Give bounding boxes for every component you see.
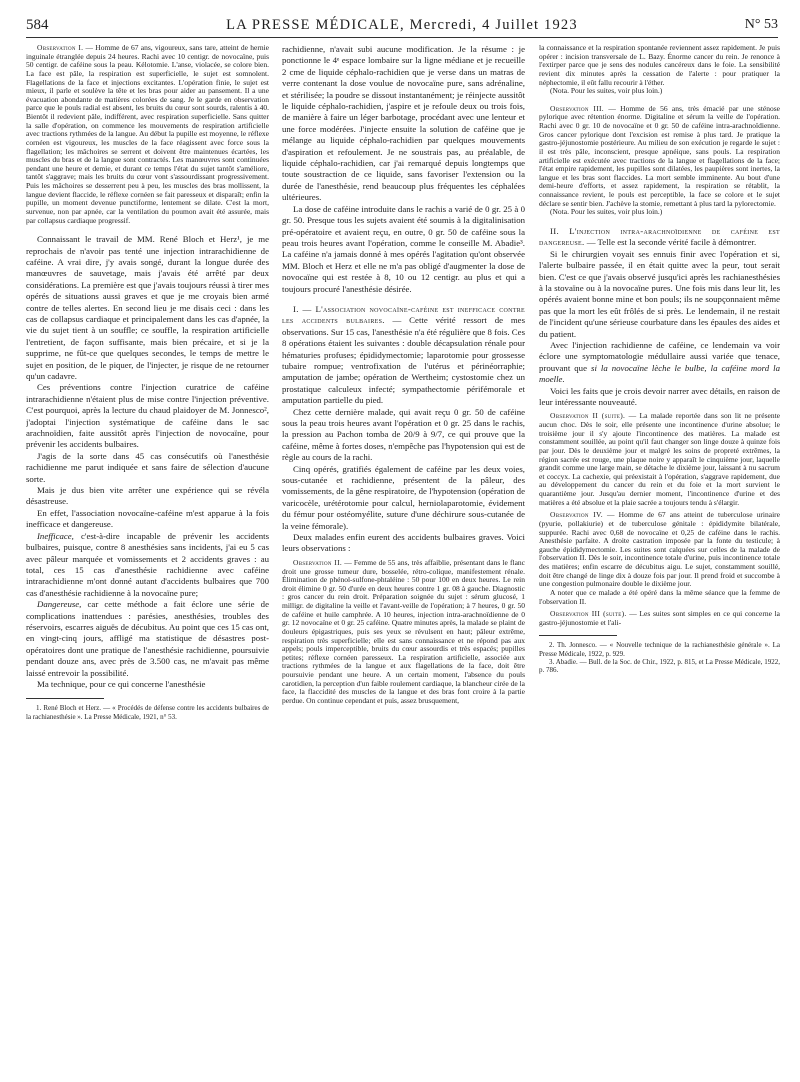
observation-text: — Homme de 56 ans, très émacié par une sténose pylorique avec rétention énorme. Digitaline et sérum la veille de l'opération. Rachi avec 0 gr. 10 de novocaïne et 0 gr. 50 de caféine intra-arachnoïdienne. Gros cancer pylorique dont l'excision est remise à plus tard. Je pratique la gastro-jéjunostomie postérieure. Au milieu de son exécution je regarde le sujet : il est très pâle, inconscient, presque apnéique, sans pouls. La respiration artificielle est exécutée avec tractions de la langue et flagellations de la face; l'état empire rapidement, les pupilles sont dilatées, les paupières sont inertes, la langue et les bras sont flaccides. La mort semble imminente. Au bout d'une demi-heure d'efforts, et assez rapidement, la respiration se rétablit, la connaissance revient, le pouls est perceptible, la face se colore et le sujet déclare se sentir bien. J'achève la stomie, remettant à plus tard la pylorectomie. <box>539 103 780 208</box>
observation-label: Observation III. <box>550 103 604 113</box>
paragraph: Mais je dus bien vite arrêter une expérience qui se révéla désastreuse. <box>26 485 269 507</box>
observation-label: Observation II (suite). <box>550 411 626 421</box>
observation-1 <box>26 44 269 225</box>
paragraph: Si le chirurgien voyait ses ennuis finir avec l'opération et si, l'alerte bulbaire passée, il en était quitte avec la peur, tout serait bien. C'est ce que j'avais observé jusqu'ici après les rachianesthésies à la stovaïne ou à la novocaïne pures. Une fois mis dans leur lit, les opérés avaient bonne mine et bon pouls; ils ne soupçonnaient même pas que la mort les eût frôlés de si près. Le lendemain, il ne restait de l'incident qu'une sérieuse courbature dans les épaules des aides et du patient. <box>539 248 780 339</box>
paragraph: Ma technique, pour ce qui concerne l'anesthésie <box>37 678 206 689</box>
paragraph: Inefficace, c'est-à-dire incapable de prévenir les accidents bulbaires, puisque, contre 8 anesthésies sans incidents, j'ai eu 5 cas avec pâleur marquée et vomissements et 2 accidents graves : au total, ces 15 cas d'anesthésie rachidienne avec caféine intrarachidienne m'ont donné autant d'accidents bulbaires que 700 cas d'anesthésie rachidienne à la novocaïne pure; <box>26 530 269 598</box>
header-rule <box>26 37 778 38</box>
observation-text: — Femme de 55 ans, très affaiblie, présentant dans le flanc droit une grosse tumeur dure, bosselée, rétro-colique, manifestement rénale. Élimination de phénol-sulfone-phtaléine : 50 pour 100 en deux heures. Le rein droit élimine 0 gr. 50 d'urée en deux heures contre 1 gr. 08 à gauche. Diagnostic : gros cancer du rein droit. Préparation soignée du sujet : sérum glucosé, 1 milligr. de digitaline la veille et l'avant-veille de l'opération; à 7 heures, 0 gr. 50 de caféine et huile camphrée. A 10 heures, injection intra-arachnoïdienne de 0 gr. 12 novocaïne et 0 gr. 25 caféine. Quatre minutes après, la malade se plaint de douleurs épigastriques, puis ses yeux se révulsent en haut; pâleur extrême, respiration très superficielle; elle est sans connaissance et ne répond pas aux appels; pouls imperceptible, bruits du cœur assourdis et très espacés; pupilles petites; réflexe cornéen paresseux. La respiration artificielle, associée aux tractions rythmées de la langue et aux flagellations de la face, doit être poursuivie pendant une heure. A un certain moment, l'absence du pouls carotidien, la perception d'un faible roulement cardiaque, la blancheur cirée de la face, la flaccidité des muscles de la langue et des bras font croire à la partie perdue. On continue cependant et puis, assez brusquement, <box>282 557 525 705</box>
column-2 <box>282 44 525 1074</box>
paragraph: A noter que ce malade a été opéré dans la même séance que la femme de l'observation II. <box>539 587 780 606</box>
observation-3-suite <box>539 610 780 627</box>
observation-2-continued: la connaissance et la respiration spontanée reviennent assez rapidement. Je puis opérer : incision transversale de L. Bazy. Énorme cancer du rein. Je renonce à l'extirper parce que je sens des nodules cancéreux dans le foie. La sensibilité revient dix minutes après la cessation de l'alerte : pour pratiquer la néphectomie, il eût fallu recourir à l'éther. <box>539 44 780 87</box>
paragraph: Avec l'injection rachidienne de caféine, ce lendemain va voir éclore une symptomatologie médullaire aussi variée que tenace, prouvant que si la novocaïne lèche le bulbe, la caféine mord la moelle. <box>539 339 780 385</box>
footnote-rule <box>539 635 617 636</box>
section-heading: I. — L'association novocaïne-caféine est inefficace contre les accidents bulbaires. <box>282 303 525 326</box>
observation-2-suite <box>539 412 780 507</box>
paragraph: La dose de caféine introduite dans le rachis a varié de 0 gr. 25 à 0 gr. 50. Presque tous les sujets avaient été soumis à la digitalinisation pré-opératoire et avaient reçu, en outre, 0 gr. 50 de caféine sous la peau trois heures avant l'opération, comme le conseille M. Abadie³. La caféine n'a jamais donné à mes opérés l'agitation qu'ont observée MM. Bloch et Herz et elle ne m'a pas obligé d'augmenter la dose de novocaïne qui est restée à 8, 10 ou 12 centigr. au plus et qui a toujours procuré l'anesthésie désirée. <box>282 203 525 294</box>
observation-label: Observation II. <box>293 557 343 567</box>
paragraph: Dangereuse, car cette méthode a fait éclore une série de complications inattendues : parésies, anesthésies, troubles des réservoirs, escarres aiguës de décubitus. Au point que ces 15 cas ont, en vingt-cinq jours, affligé ma statistique de désastres post-opératoires dont une pratique de l'anesthésie rachidienne, poursuivie pendant douze ans, avec près de 3.500 cas, ne m'avait pas même laissé entrevoir la possibilité. <box>26 599 269 678</box>
section-heading: II. L'injection intra-arachnoïdienne de caféine est dangereuse. <box>539 225 780 248</box>
note: (Nota. Pour les suites, voir plus loin.) <box>550 86 663 96</box>
paragraph: Deux malades enfin eurent des accidents bulbaires graves. Voici leurs observations : <box>282 532 525 554</box>
paragraph: Connaissant le travail de MM. René Bloch et Herz¹, je me reprochais de n'avoir pas tenté une injection intrarachidienne de caféine. A vrai dire, j'y avais songé, durant la longue durée des manœuvres de sauvetage, mais j'avais été arrêté par deux considérations. La première est que j'avais toujours réussi à tirer mes opérés de situations aussi graves et que je me croyais bien armé contre de telles alertes. En second lieu je me disais ceci : dans les cas de collapsus cardiaque et principalement dans les cas d'apnée, la vie du sujet tient à un souffle; ce souffle, la respiration artificielle l'entretient, de façon suffisante, mais bien précaire, et si je la supprime, ne fût-ce que quelques secondes, le temps de mettre le sujet en position, de le piquer, de l'injecter, je risque de ne retourner qu'un cadavre. <box>26 234 269 381</box>
observation-text: — La malade reportée dans son lit ne présente aucun choc. Dès le soir, elle présente une incontinence d'urine absolue; le troisième jour il s'y ajoute l'incontinence des matières. La malade est constamment souillée, au point qu'il faut changer son linge douze à quinze fois par jour. Dès le deuxième jour et malgré les soins de propreté extrêmes, la région sacrée est rouge, une plaque noire y apparaît le cinquième jour, laquelle grandit comme une large main, se détache le dixième jour, laissant à nu sacrum et coccyx. La cachexie, qui préexistait à l'opération, s'aggrave rapidement, due au développement du cancer du rein et du foie et la mort survient le quarantième jour. Jusqu'au dernier moment, l'incontinence d'urine et des matières a été absolue et la plaie sacrée a toujours tendu à s'élargir. <box>539 411 780 507</box>
footnote-rule <box>26 698 104 699</box>
observation-2 <box>282 559 525 706</box>
issue-number: N° 53 <box>744 17 778 32</box>
paragraph: Chez cette dernière malade, qui avait reçu 0 gr. 50 de caféine sous la peau trois heures avant l'opération et 0 gr. 25 dans le rachis, la pression au Pachon tomba de 20/9 à 9/7, ce qui prouve que la caféine, même à fortes doses, n'empêche pas l'hypotension qui est de règle au cours de la rachi. <box>282 406 525 463</box>
observation-label: Observation I. <box>37 44 84 52</box>
running-title: LA PRESSE MÉDICALE, Mercredi, 4 Juillet 1923 <box>226 17 578 33</box>
column-1 <box>26 44 269 1074</box>
page-number: 584 <box>26 17 49 33</box>
observation-text: — Homme de 67 ans atteint de tuberculose urinaire (pyurie, pollakiurie) et de tuberculose génitale : épididymite bilatérale, suppurée. Rachi avec 0,68 de novocaïne et 0,25 de caféine dans le rachis. Anesthésie parfaite. A droite castration imposée par la fonte du testicule; à gauche épididymectomie. Les suites sont calquées sur celles de la malade de l'observation II. Dès le soir, incontinence totale d'urine, puis incontinence totale des matières; enfin escarre de décubitus aigu. Le sujet, constamment souillé, doit être changé de linge dix à douze fois par jour. Il prend froid et succombe à une congestion pulmonaire double le dixième jour. <box>539 510 780 589</box>
column-3 <box>539 44 780 1074</box>
paragraph: Voici les faits que je crois devoir narrer avec détails, en raison de leur intéressante nouveauté. <box>539 385 780 407</box>
footnote: 3. Abadie. — Bull. de la Soc. de Chir., 1922, p. 815, et La Presse Médicale, 1922, p. 786. <box>539 657 780 674</box>
paragraph: Cinq opérés, gratifiés également de caféine par les deux voies, sous-cutanée et rachidienne, présentent de la pâleur, des vomissements, de la gêne respiratoire, de l'hypotension (opération de varicocèle, urétérotomie pour calcul, herniolaparotomie, évidement du fémur pour ostéomyélite, suture d'une déchirure sous-cutanée de la veine fémorale). <box>282 463 525 531</box>
observation-label: Observation IV. <box>550 510 603 520</box>
section-1: I. — L'association novocaïne-caféine est inefficace contre les accidents bulbaires. — Cette vérité ressort de mes observations. Sur 15 cas, l'anesthésie n'a été régulière que 8 fois. Ces 8 opérations étaient les suivantes : double décapsulation rénale pour hématuries profuses; épididymectomie; laparotomie pour grossesse tubaire rompue; ventrofixation de l'utérus et périnéorraphie; amputation de jambe; opération de Wertheim; cystostomie chez un prostatique calculeux infecté; sympathectomie périfémorale et amputation partielle du pied. <box>282 303 525 406</box>
paragraph: J'agis de la sorte dans 45 cas consécutifs où l'anesthésie rachidienne me parut indiquée et sans faire de sélection d'aucune sorte. <box>26 450 269 484</box>
observation-text: — Homme de 67 ans, vigoureux, sans tare, atteint de hernie inguinale étranglée depuis 24 heures. Rachi avec 10 centigr. de novocaïne, puis 50 centigr. de caféine sous la peau. Kélotomie. L'anse, violacée, se colore bien. La face est pâle, la respiration est superficielle, le sujet est somnolent. Flagellations de la face et injections excitantes. L'opération finie, le sujet est mieux, il parle et soulève la tête et les bras pour aider au pansement. Il a une évacuation abondante de matières colorées de sang. Je le garde en observation parce que le pouls radial est absent, les bruits du cœur sont sourds, ralentis à 40. Bientôt il redevient pâle, indifférent, avec respiration superficielle. Sans quitter la salle d'opération, on commence les mouvements de respiration artificielle avec tractions rythmées de la langue. Au début la pupille est moyenne, le réflexe cornéen est vigoureux, les muscles de la face réagissent avec force sous la flagellation; les mâchoires se serrent et doivent être maintenues écartées, les muscles du bras et de la langue sont contractés. Les manœuvres sont continuées pendant une heure et demie, et durant ce temps l'état du sujet tantôt s'améliore, tantôt s'aggrave; mais les bruits du cœur vont s'assourdissant progressivement. Puis les mâchoires se desserrent peu à peu, les muscles des bras mollissent, la langue devient flaccide, le réflexe cornéen se fait paresseux et disparaît; enfin la pupille, un moment devenue punctiforme, lentement se dilate. C'est la mort, survenue, non par apnée, car la ventilation du poumon avait été assurée, mais par collapsus cardiaque progressif. <box>26 44 269 225</box>
observation-3 <box>539 105 780 209</box>
emphasis: Dangereuse, <box>37 599 82 610</box>
footnote: 2. Th. Jonnesco. — « Nouvelle technique de la rachianesthésie générale ». La Presse Médicale, 1922, p. 929. <box>539 641 780 658</box>
observation-label: Observation III (suite). <box>550 609 627 619</box>
paragraph: rachidienne, n'avait subi aucune modification. Je la résume : je ponctionne le 4ᵉ espace lombaire sur la ligne médiane et je recueille 2 cme de liquide céphalo-rachidien que je verse dans un matras de verre contenant la dose voulue de novocaïne pure, sans adrénaline, et stérilisée; la poudre se dissout instantanément; je réinjecte aussitôt le liquide céphalo-rachidien, j'aspire et je refoule deux ou trois fois, de manière à faire un léger barbotage, procédant avec une lenteur et une force modérées. J'injecte ensuite la solution de caféine que je mélange au liquide céphalo-rachidien par quelques mouvements d'aspiration et refoulement. Je ne soustrais pas, au préalable, de liquide céphalo-rachidien, car j'ai remarqué depuis longtemps que toute soustraction de ce liquide, sans favoriser l'extension ou la durée de l'anesthésie, rend beaucoup plus fréquentes les céphalées ultérieures. <box>282 44 525 203</box>
emphasis: Inefficace, <box>37 530 74 541</box>
section-2: II. L'injection intra-arachnoïdienne de caféine est dangereuse. — Telle est la seconde vérité facile à démontrer. <box>539 225 780 248</box>
italic-quote: si la novocaïne lèche le bulbe, la caféine mord la moelle. <box>539 362 780 385</box>
note: (Nota. Pour les suites, voir plus loin.) <box>550 207 663 217</box>
observation-4 <box>539 511 780 589</box>
paragraph: En effet, l'association novocaïne-caféine m'est apparue à la fois inefficace et dangereuse. <box>26 507 269 530</box>
footnote: 1. René Bloch et Herz. — « Procédés de défense contre les accidents bulbaires de la rachianesthésie ». La Presse Médicale, 1921, n° 53. <box>26 704 269 721</box>
paragraph: Ces préventions contre l'injection curatrice de caféine intrarachidienne n'étaient plus de mise contre l'injection préventive. C'est pourquoi, après la lecture du chaud plaidoyer de M. Jonnesco², j'adoptai l'injection systématique de caféine dans le sac arachnoïdien, faite aussitôt après l'injection de novocaïne, pour prévenir les accidents bulbaires. <box>26 382 269 450</box>
page-header <box>26 13 778 39</box>
observation-text: — Les suites sont simples en ce qui concerne la gastro-jéjunostomie et l'ali- <box>539 609 780 627</box>
